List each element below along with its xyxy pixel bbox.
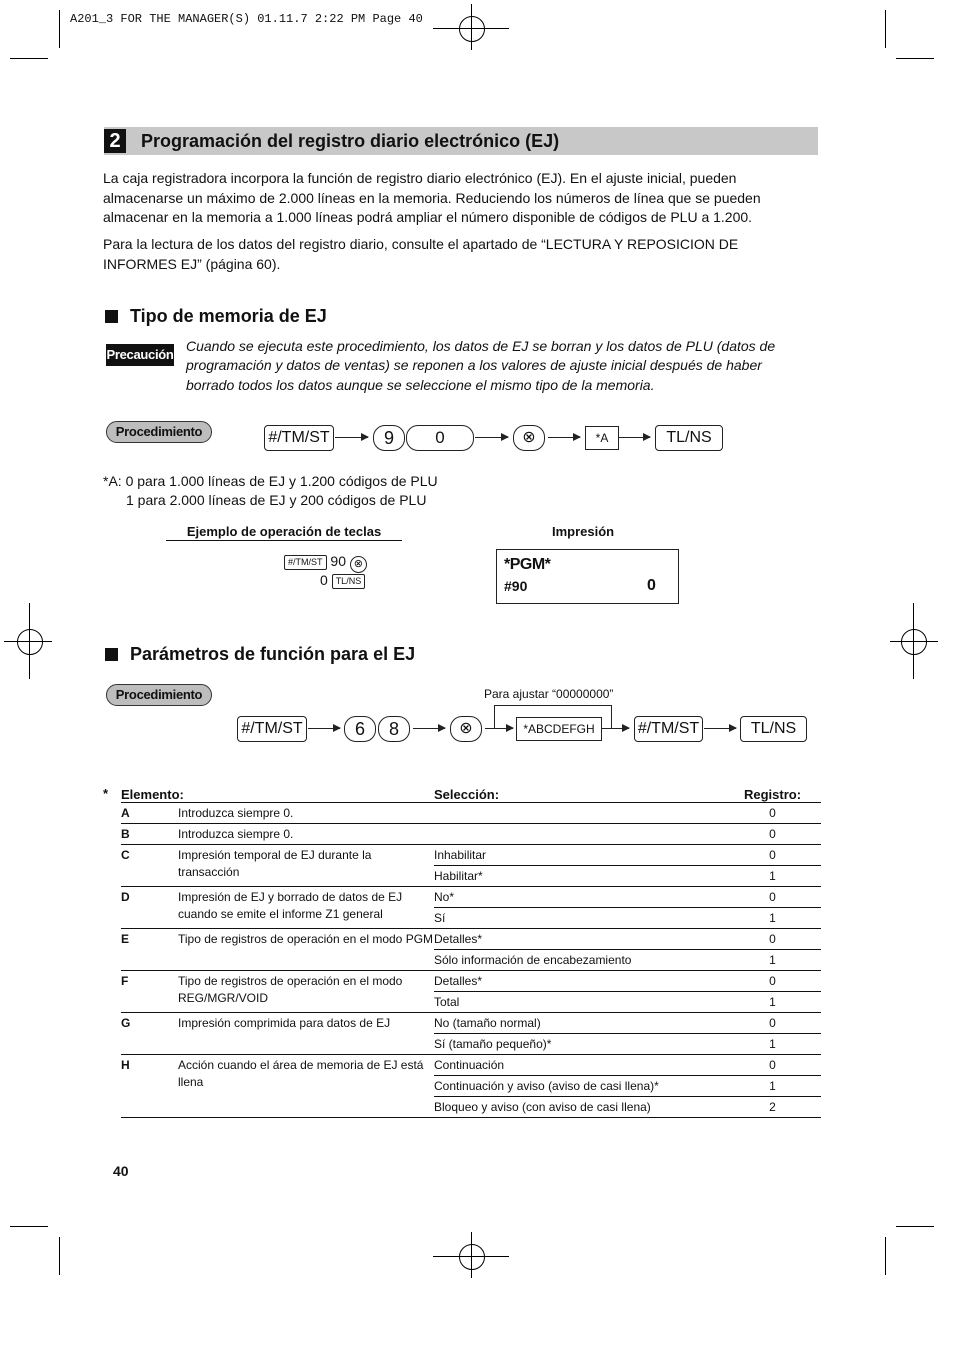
memtype-heading: Tipo de memoria de EJ — [105, 306, 327, 327]
key-9: 9 — [373, 425, 405, 451]
register-value: 1 — [724, 866, 821, 887]
element-description: Tipo de registros de operación en el modo PGM — [178, 929, 434, 971]
arrow-icon — [335, 437, 368, 438]
element-description: Impresión de EJ y borrado de datos de EJ cuando se emite el informe Z1 general — [178, 887, 434, 929]
multiply-small-key: ⊗ — [350, 556, 367, 573]
selection-option: Habilitar* — [434, 866, 724, 887]
parameters-table — [121, 784, 821, 1118]
tm-st-key-2: #/TM/ST — [634, 716, 703, 742]
header-register: Registro: — [724, 784, 821, 803]
caution-label: Precaución — [106, 344, 174, 366]
selection-option: Continuación y aviso (aviso de casi llena)* — [434, 1076, 724, 1097]
setting-a-box: *A — [585, 426, 619, 450]
register-value: 0 — [724, 971, 821, 992]
tm-st-key: #/TM/ST — [264, 425, 334, 451]
table-row — [121, 929, 821, 950]
element-description: Impresión comprimida para datos de EJ — [178, 1013, 434, 1055]
selection-option: Detalles* — [434, 929, 724, 950]
example-line1: #/TM/ST 90 ⊗ — [284, 553, 367, 573]
section-title: Programación del registro diario electrónico (EJ) — [141, 131, 560, 151]
register-value: 1 — [724, 950, 821, 971]
caution-text: Cuando se ejecuta este procedimiento, los datos de EJ se borran y los datos de PLU (datos de programación y datos de ventas) se reponen a los valores de ajuste inicial después de haber borrado todos los datos aunque se seleccione el mismo tipo de la memoria. — [186, 338, 776, 393]
key-8: 8 — [378, 716, 410, 742]
arrow-icon — [413, 728, 445, 729]
arrow-icon — [308, 728, 340, 729]
element-code: B — [121, 824, 178, 845]
element-code: C — [121, 845, 178, 887]
reference-paragraph: Para la lectura de los datos del registro diario, consulte el apartado de “LECTURA Y REPOSICION DE INFORMES EJ” (página 60). — [103, 236, 739, 272]
tm-st-small-key: #/TM/ST — [284, 555, 327, 570]
element-description: Introduzca siempre 0. — [178, 824, 434, 845]
square-bullet-icon — [105, 310, 118, 323]
tm-st-key: #/TM/ST — [237, 716, 307, 742]
printout-line2-left: #90 — [504, 578, 528, 594]
arrow-icon — [548, 437, 580, 438]
register-value: 1 — [724, 1034, 821, 1055]
element-code: F — [121, 971, 178, 1013]
selection-option: No* — [434, 887, 724, 908]
element-description: Tipo de registros de operación en el modo REG/MGR/VOID — [178, 971, 434, 1013]
example-line2: 0 TL/NS — [320, 572, 365, 589]
example-label: Ejemplo de operación de teclas — [166, 524, 402, 541]
table-row — [121, 887, 821, 908]
element-description: Introduzca siempre 0. — [178, 803, 434, 824]
skip-bracket — [494, 705, 612, 729]
table-row — [121, 824, 821, 845]
element-code: H — [121, 1055, 178, 1118]
multiply-key: ⊗ — [450, 716, 482, 742]
element-description: Impresión temporal de EJ durante la transacción — [178, 845, 434, 887]
print-slug: A201_3 FOR THE MANAGER(S) 01.11.7 2:22 PM Page 40 — [70, 12, 423, 26]
register-value: 0 — [724, 803, 821, 824]
selection-option: Sí (tamaño pequeño)* — [434, 1034, 724, 1055]
selection-option — [434, 803, 724, 824]
printout-line1: *PGM* — [504, 556, 551, 573]
print-label: Impresión — [552, 524, 615, 539]
register-value: 0 — [724, 824, 821, 845]
selection-option: Sí — [434, 908, 724, 929]
selection-option: No (tamaño normal) — [434, 1013, 724, 1034]
note-a-line2: 1 para 2.000 líneas de EJ y 200 códigos de PLU — [126, 492, 427, 508]
register-value: 0 — [724, 929, 821, 950]
header-selection: Selección: — [434, 784, 724, 803]
selection-option: Total — [434, 992, 724, 1013]
tl-ns-key: TL/NS — [740, 716, 807, 742]
params-heading: Parámetros de función para el EJ — [105, 644, 415, 665]
section-number: 2 — [104, 129, 126, 153]
note-a-line1: *A: 0 para 1.000 líneas de EJ y 1.200 códigos de PLU — [103, 473, 438, 489]
element-code: G — [121, 1013, 178, 1055]
table-row — [121, 1055, 821, 1076]
key-0: 0 — [406, 425, 474, 451]
register-value: 1 — [724, 992, 821, 1013]
register-value: 0 — [724, 1013, 821, 1034]
square-bullet-icon — [105, 648, 118, 661]
setting-abcdefgh-box: *ABCDEFGH — [516, 717, 602, 741]
register-value: 0 — [724, 887, 821, 908]
arrow-icon — [619, 437, 650, 438]
table-star: * — [103, 786, 109, 801]
register-value: 2 — [724, 1097, 821, 1118]
register-value: 0 — [724, 1055, 821, 1076]
table-row — [121, 1013, 821, 1034]
register-value: 1 — [724, 1076, 821, 1097]
selection-option: Sólo información de encabezamiento — [434, 950, 724, 971]
printout-box — [496, 549, 679, 604]
table-header-row — [121, 784, 821, 803]
procedure-label: Procedimiento — [106, 684, 212, 706]
register-value: 0 — [724, 845, 821, 866]
tl-ns-small-key: TL/NS — [332, 574, 366, 589]
selection-option: Bloqueo y aviso (con aviso de casi llena) — [434, 1097, 724, 1118]
table-row — [121, 845, 821, 866]
multiply-key: ⊗ — [513, 425, 545, 451]
table-row — [121, 803, 821, 824]
element-code: E — [121, 929, 178, 971]
page-number: 40 — [113, 1163, 129, 1179]
element-code: D — [121, 887, 178, 929]
selection-option — [434, 824, 724, 845]
table-row — [121, 971, 821, 992]
skip-hint: Para ajustar “00000000” — [484, 687, 614, 701]
register-value: 1 — [724, 908, 821, 929]
header-element: Elemento: — [121, 784, 434, 803]
arrow-icon — [704, 728, 736, 729]
printout-line2-right: 0 — [647, 577, 656, 594]
tl-ns-key: TL/NS — [655, 425, 723, 451]
intro-paragraph: La caja registradora incorpora la función de registro diario electrónico (EJ). En el ajuste inicial, pueden almacenarse un máximo de 2.000 líneas en la memoria. Reduciendo los números de línea que se pueden almacenar en la memoria a 1.000 líneas podrá ampliar el número disponible de códigos de PLU a 1.200. — [103, 170, 761, 225]
selection-option: Inhabilitar — [434, 845, 724, 866]
key-6: 6 — [344, 716, 376, 742]
arrow-icon — [475, 437, 508, 438]
selection-option: Detalles* — [434, 971, 724, 992]
element-description: Acción cuando el área de memoria de EJ está llena — [178, 1055, 434, 1118]
selection-option: Continuación — [434, 1055, 724, 1076]
procedure-label: Procedimiento — [106, 421, 212, 443]
element-code: A — [121, 803, 178, 824]
